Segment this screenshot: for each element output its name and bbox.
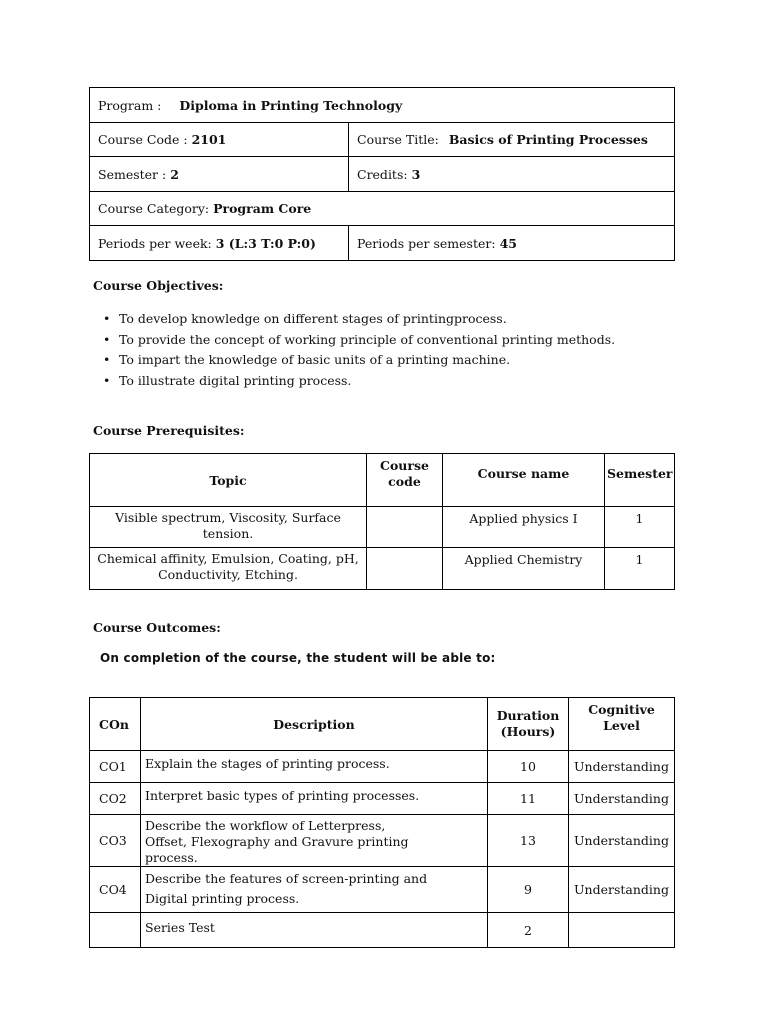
table-row xyxy=(90,751,675,783)
duration-cell: 13 xyxy=(488,815,569,867)
level-cell: Understanding xyxy=(569,783,675,815)
co-cell: CO4 xyxy=(90,867,141,913)
level-cell: Understanding xyxy=(569,867,675,913)
prereq-header-semester: Semester xyxy=(605,454,675,507)
semester-cell xyxy=(90,157,349,192)
prereq-topic-cell: Chemical affinity, Emulsion, Coating, pH, Conductivity, Etching. xyxy=(90,548,367,590)
credits-cell xyxy=(349,157,675,192)
category-value: Program Core xyxy=(213,201,312,216)
objectives-list xyxy=(101,309,615,391)
objectives-heading: Course Objectives: xyxy=(93,278,224,293)
description-cell: Explain the stages of printing process. xyxy=(141,751,488,783)
semester-value: 2 xyxy=(170,166,179,182)
periods-semester-cell xyxy=(349,226,675,261)
course-code-cell xyxy=(90,123,349,157)
outcomes-header-con: COn xyxy=(90,698,141,751)
prereq-header-name: Course name xyxy=(443,454,605,507)
prereq-header-topic: Topic xyxy=(90,454,367,507)
periods-semester-value: 45 xyxy=(499,235,517,251)
duration-cell: 10 xyxy=(488,751,569,783)
table-row xyxy=(90,783,675,815)
course-info-table xyxy=(89,87,675,261)
outcomes-header-duration: Duration (Hours) xyxy=(488,698,569,751)
prereq-topic-cell: Visible spectrum, Viscosity, Surface tension. xyxy=(90,507,367,548)
periods-semester-label: Periods per semester: xyxy=(357,235,496,251)
co-cell: CO1 xyxy=(90,751,141,783)
duration-cell: 9 xyxy=(488,867,569,913)
course-code-value: 2101 xyxy=(191,132,227,147)
co-cell: CO3 xyxy=(90,815,141,867)
prereq-header-code: Course code xyxy=(367,454,443,507)
category-label: Course Category: xyxy=(98,201,210,216)
description-cell: Describe the features of screen-printing and Digital printing process. xyxy=(141,867,488,913)
prereq-semester-cell: 1 xyxy=(605,507,675,548)
level-cell: Understanding xyxy=(569,815,675,867)
periods-week-label: Periods per week: xyxy=(98,235,212,251)
prerequisites-heading: Course Prerequisites: xyxy=(93,423,245,438)
table-row xyxy=(90,815,675,867)
prereq-name-cell: Applied physics I xyxy=(443,507,605,548)
description-cell: Series Test xyxy=(141,913,488,948)
course-code-label: Course Code : xyxy=(98,132,188,147)
program-label: Program : xyxy=(98,97,162,113)
duration-cell: 11 xyxy=(488,783,569,815)
level-cell xyxy=(569,913,675,948)
co-cell xyxy=(90,913,141,948)
outcomes-table xyxy=(89,697,675,948)
category-cell xyxy=(90,192,675,226)
table-row xyxy=(90,548,675,590)
description-cell: Interpret basic types of printing processes. xyxy=(141,783,488,815)
table-row xyxy=(90,507,675,548)
list-item: • To impart the knowledge of basic units of a printing machine. xyxy=(101,350,615,371)
semester-label: Semester : xyxy=(98,166,167,182)
list-item: • To provide the concept of working principle of conventional printing methods. xyxy=(101,330,615,351)
course-title-value: Basics of Printing Processes xyxy=(448,132,648,147)
periods-week-value: 3 (L:3 T:0 P:0) xyxy=(215,235,316,251)
course-title-label: Course Title: xyxy=(357,132,439,147)
co-cell: CO2 xyxy=(90,783,141,815)
prereq-name-cell: Applied Chemistry xyxy=(443,548,605,590)
level-cell: Understanding xyxy=(569,751,675,783)
prereq-code-cell xyxy=(367,507,443,548)
outcomes-heading: Course Outcomes: xyxy=(93,620,221,635)
periods-week-cell xyxy=(90,226,349,261)
table-row xyxy=(90,913,675,948)
course-title-cell xyxy=(349,123,675,157)
outcomes-header-level: Cognitive Level xyxy=(569,698,675,751)
description-cell: Describe the workflow of Letterpress, Offset, Flexography and Gravure printing process. xyxy=(141,815,488,867)
prereq-semester-cell: 1 xyxy=(605,548,675,590)
outcomes-header-description: Description xyxy=(141,698,488,751)
prereq-code-cell xyxy=(367,548,443,590)
credits-value: 3 xyxy=(411,166,421,182)
program-cell xyxy=(90,88,675,123)
list-item: • To develop knowledge on different stages of printingprocess. xyxy=(101,309,615,330)
prerequisites-table xyxy=(89,453,675,590)
list-item: • To illustrate digital printing process. xyxy=(101,371,615,392)
table-row xyxy=(90,867,675,913)
outcomes-intro: On completion of the course, the student will be able to: xyxy=(100,651,496,665)
duration-cell: 2 xyxy=(488,913,569,948)
credits-label: Credits: xyxy=(357,166,408,182)
program-value: Diploma in Printing Technology xyxy=(179,97,403,113)
